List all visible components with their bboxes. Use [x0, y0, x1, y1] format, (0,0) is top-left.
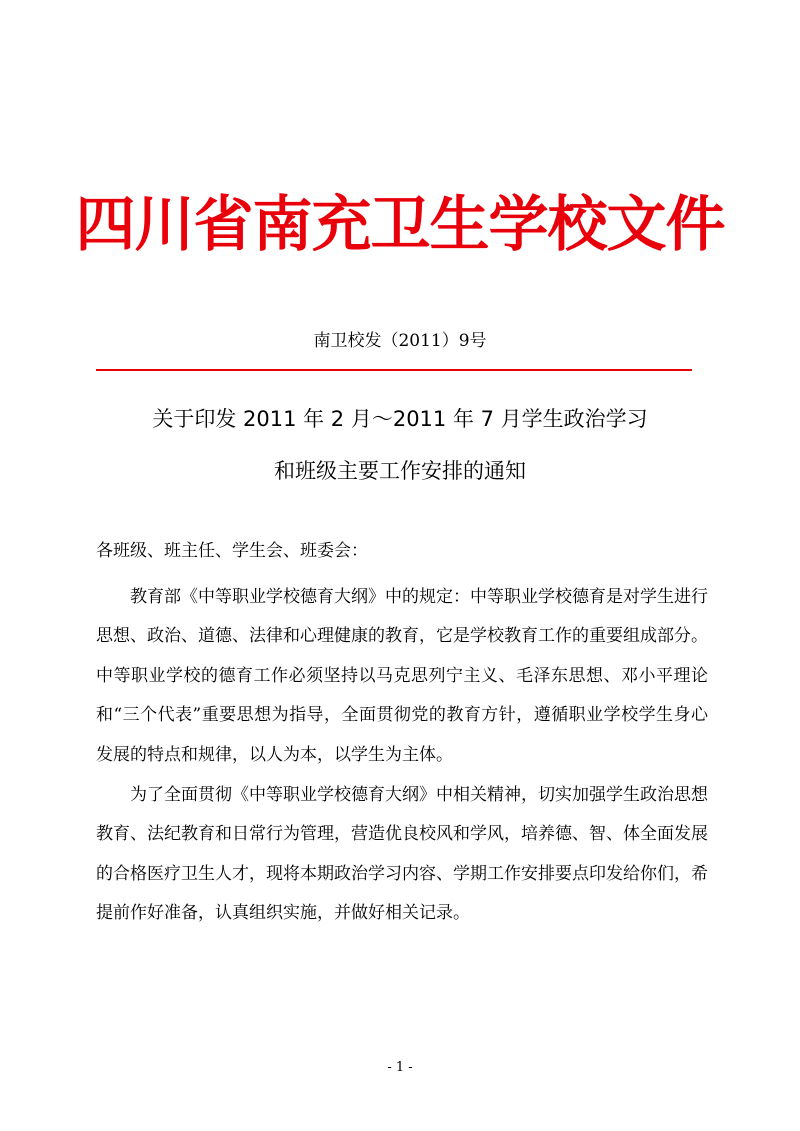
page-number: - 1 - [387, 1060, 413, 1075]
salutation: 各班级、班主任、学生会、班委会： [96, 541, 368, 561]
notice-title-line-2: 和班级主要工作安排的通知 [274, 459, 526, 483]
document-number: 南卫校发（2011）9号 [313, 331, 487, 351]
notice-title-line-1: 关于印发 2011 年 2 月～2011 年 7 月学生政治学习 [152, 407, 648, 431]
body-paragraph-2: 为了全面贯彻《中等职业学校德育大纲》中相关精神，切实加强学生政治思想教育、法纪教育和日常行为管理，营造优良校风和学风，培养德、智、体全面发展的合格医疗卫生人才，现将本期政治学习内容、学期工作安排要点印发给你们，希提前作好准备，认真组织实施，并做好相关记录。 [96, 785, 708, 924]
red-divider-line [96, 369, 692, 371]
document-masthead: 四川省南充卫生学校文件 [75, 190, 725, 260]
body-paragraph-1: 教育部《中等职业学校德育大纲》中的规定：中等职业学校德育是对学生进行思想、政治、道德、法律和心理健康的教育，它是学校教育工作的重要组成部分。中等职业学校的德育工作必须坚持以马克思列宁主义、毛泽东思想、邓小平理论和“三个代表”重要思想为指导，全面贯彻党的教育方针，遵循职业学校学生身心发展的特点和规律，以人为本，以学生为主体。 [96, 587, 708, 765]
